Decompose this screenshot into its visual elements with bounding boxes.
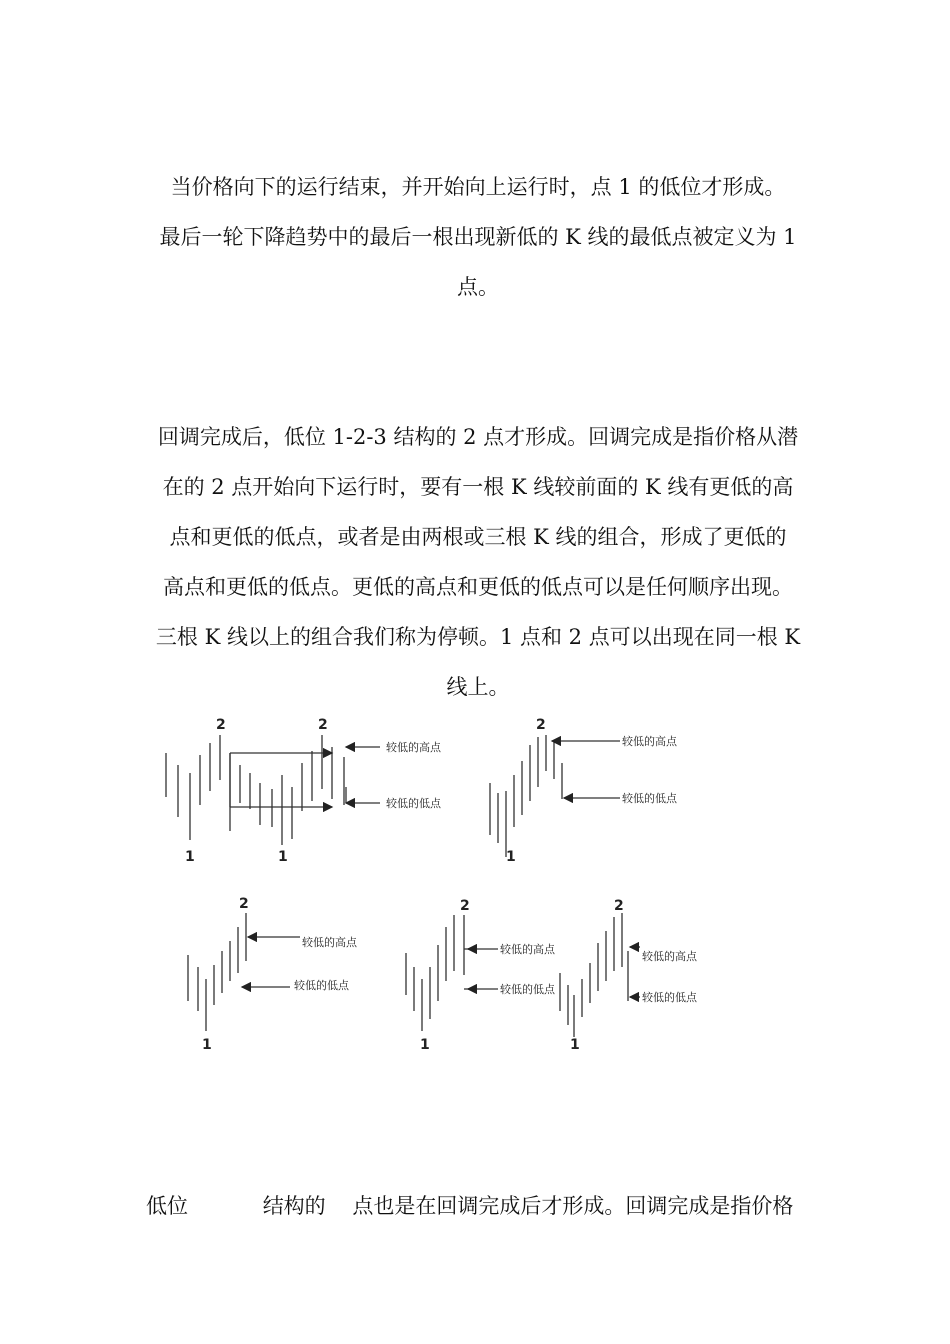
paragraph-3-segment: 结构的: [262, 1194, 326, 1218]
lower-low-label: 较低的低点: [622, 792, 677, 805]
point-2-label: 2: [460, 898, 470, 914]
point-1-label: 1: [420, 1037, 430, 1053]
point-2-label: 2: [318, 717, 328, 733]
point-1-label: 1: [506, 849, 516, 865]
lower-high-label: 较低的高点: [642, 950, 697, 963]
point-2-label: 2: [239, 896, 249, 912]
paragraph-2: [146, 412, 810, 712]
point-2-label: 2: [216, 717, 226, 733]
paragraph-3-segment: 低位: [146, 1194, 188, 1218]
lower-low-label: 较低的低点: [294, 979, 349, 992]
paragraph-2-line: 线上。: [446, 675, 510, 699]
paragraph-2-line: 三根 K 线以上的组合我们称为停顿。1 点和 2 点可以出现在同一根 K: [155, 625, 801, 649]
paragraph-3-line: [146, 1190, 810, 1220]
paragraph-3-segment: 点也是在回调完成后才形成。回调完成是指价格: [352, 1194, 794, 1218]
point-2-label: 2: [536, 717, 546, 733]
lower-high-label: 较低的高点: [302, 936, 357, 949]
point-1-label: 1: [202, 1037, 212, 1053]
point-1-label: 1: [570, 1037, 580, 1053]
paragraph-2-line: 点和更低的低点，或者是由两根或三根 K 线的组合，形成了更低的: [169, 525, 787, 549]
paragraph-1: [146, 162, 810, 312]
lower-high-label: 较低的高点: [386, 741, 441, 754]
lower-low-label: 较低的低点: [500, 983, 555, 996]
lower-high-label: 较低的高点: [500, 943, 555, 956]
paragraph-2-line: 在的 2 点开始向下运行时，要有一根 K 线较前面的 K 线有更低的高: [162, 475, 794, 499]
paragraph-2-line: 高点和更低的低点。更低的高点和更低的低点可以是任何顺序出现。: [163, 575, 793, 599]
lower-low-label: 较低的低点: [386, 797, 441, 810]
paragraph-1-line: 当价格向下的运行结束，并开始向上运行时，点 1 的低位才形成。: [170, 175, 786, 199]
kline-diagram: [150, 705, 720, 1055]
lower-low-label: 较低的低点: [642, 991, 697, 1004]
kline-pattern-figure: [150, 705, 720, 1055]
point-1-label: 1: [278, 849, 288, 865]
lower-high-label: 较低的高点: [622, 735, 677, 748]
point-2-label: 2: [614, 898, 624, 914]
paragraph-1-line: 最后一轮下降趋势中的最后一根出现新低的 K 线的最低点被定义为 1: [159, 225, 797, 249]
point-1-label: 1: [185, 849, 195, 865]
paragraph-1-line: 点。: [457, 275, 499, 299]
paragraph-2-line: 回调完成后，低位 1-2-3 结构的 2 点才形成。回调完成是指价格从潜: [157, 425, 799, 449]
